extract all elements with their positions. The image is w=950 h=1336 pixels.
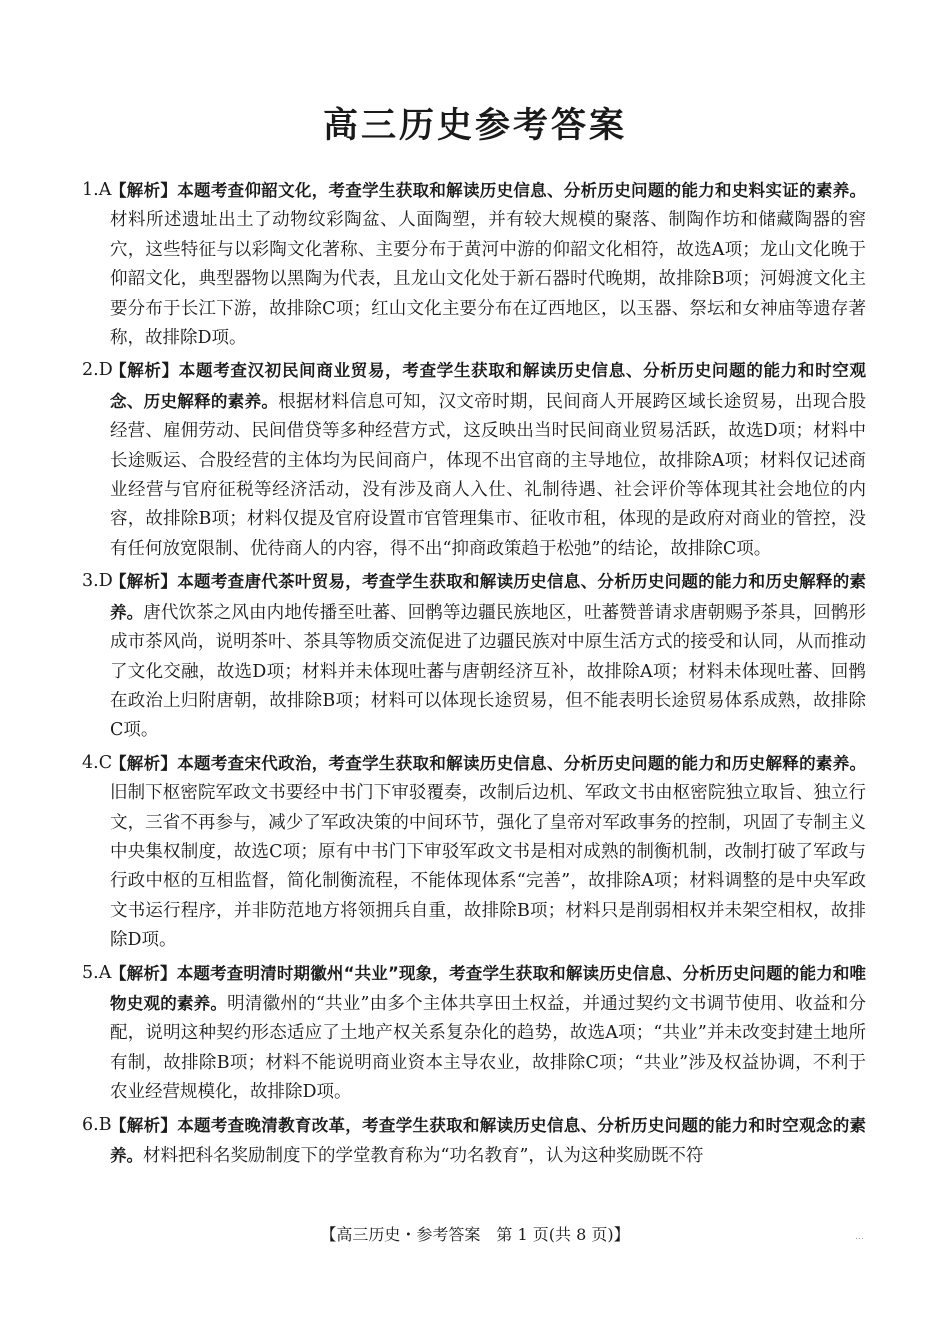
answer-number: 5.A — [82, 962, 112, 983]
analysis-tag: 【解析】 — [110, 361, 179, 381]
answer-body: 根据材料信息可知，汉文帝时期，民间商人开展跨区域长途贸易，出现合股经营、雇佣劳动、民间借贷等多种经营方式，这反映出当时民间商业贸易活跃，故选D项；材料中长途贩运、合股经营的主体均为民间商户，体现不出官商的主导地位，故排除A项；材料仅记述商业经营与官府征税等经济活动，没有涉及商人入仕、礼制待遇、社会评价等体现其社会地位的内容，故排除B项；材料仅提及官府设置市官管理集市、征收市租，体现的是政府对商业的管控，没有任何放宽限制、优待商人的内容，得不出“抑商政策趋于松弛”的结论，故排除C项。 — [110, 391, 867, 559]
answer-item-1 — [82, 176, 866, 353]
answer-lead: 本题考查汉初民间商业贸易，考查学生获取和解读历史信息、分析历史问题的能力和时空观念、历史解释的素养。 — [110, 361, 867, 411]
answer-item-5 — [82, 959, 866, 1108]
analysis-tag: 【解析】 — [110, 572, 178, 592]
answer-body: 材料所述遗址出土了动物纹彩陶盆、人面陶塑，并有较大规模的聚落、制陶作坊和储藏陶器的窖穴，这些特征与以彩陶文化著称、主要分布于黄河中游的仰韶文化相符，故选A项；龙山文化晚于仰韶文化，典型器物以黑陶为代表，且龙山文化处于新石器时代晚期，故排除B项；河姆渡文化主要分布于长江下游，故排除C项；红山文化主要分布在辽西地区，以玉器、祭坛和女神庙等遗存著称，故排除D项。 — [110, 210, 866, 349]
answer-number: 4.C — [82, 752, 113, 773]
answer-number: 3.D — [82, 571, 113, 592]
answer-body: 旧制下枢密院军政文书要经中书门下审驳覆奏，改制后边机、军政文书由枢密院独立取旨、独立行文，三省不再参与，减少了军政决策的中间环节，强化了皇帝对军政事务的控制，巩固了专制主义中央集权制度，故选C项；原有中书门下审驳军政文书是相对成熟的制衡机制，改制打破了军政与行政中枢的互相监督，简化制衡流程，不能体现体系“完善”，故排除A项；材料调整的是中央军政文书运行程序，并非防范地方将领拥兵自重，故排除B项；材料只是削弱相权并未架空相权，故排除D项。 — [110, 783, 866, 951]
page-footer: 【高三历史・参考答案 第 1 页(共 8 页)】 — [320, 1225, 630, 1244]
answer-list — [82, 176, 866, 1174]
answer-number: 6.B — [82, 1114, 112, 1135]
answer-lead: 本题考查晚清教育改革，考查学生获取和解读历史信息、分析历史问题的能力和时空观念的素养。 — [110, 1115, 867, 1165]
analysis-tag: 【解析】 — [110, 181, 178, 200]
answer-item-2 — [82, 356, 866, 564]
answer-number: 2.D — [82, 360, 113, 381]
answer-body: 材料把科名奖励制度下的学堂教育称为“功名教育”，认为这种奖励既不符 — [143, 1146, 704, 1166]
answer-body: 唐代饮茶之风由内地传播至吐蕃、回鹘等边疆民族地区，吐蕃赞普请求唐朝赐予茶具，回鹘形成市茶风尚，说明茶叶、茶具等物质交流促进了边疆民族对中原生活方式的接受和认同，从而推动了文化交融，故选D项；材料并未体现吐蕃与唐朝经济互补，故排除A项；材料未体现吐蕃、回鹘在政治上归附唐朝，故排除B项；材料可以体现长途贸易，但不能表明长途贸易体系成熟，故排除C项。 — [110, 602, 867, 741]
footer-mark: … — [855, 1232, 864, 1242]
answer-lead: 本题考查明清时期徽州“共业”现象，考查学生获取和解读历史信息、分析历史问题的能力和唯物史观的素养。 — [110, 963, 866, 1013]
page-title: 高三历史参考答案 — [322, 106, 627, 146]
analysis-tag: 【解析】 — [110, 753, 178, 773]
answer-item-4 — [82, 749, 866, 956]
answer-lead: 本题考查唐代茶叶贸易，考查学生获取和解读历史信息、分析历史问题的能力和历史解释的素养。 — [110, 572, 867, 622]
answer-number: 1.A — [82, 180, 112, 200]
answer-item-6 — [82, 1111, 866, 1172]
answer-lead: 本题考查宋代政治，考查学生获取和解读历史信息、分析历史问题的能力和历史解释的素养。 — [177, 753, 867, 773]
analysis-tag: 【解析】 — [110, 1115, 178, 1135]
answer-lead: 本题考查仰韶文化，考查学生获取和解读历史信息、分析历史问题的能力和史料实证的素养。 — [177, 181, 867, 200]
answer-item-3 — [82, 567, 866, 745]
analysis-tag: 【解析】 — [110, 963, 177, 983]
answer-body: 明清徽州的“共业”由多个主体共享田土权益，并通过契约文书调节使用、收益和分配，说明这种契约形态适应了土地产权关系复杂化的趋势，故选A项；“共业”并未改变封建土地所有制，故排除B项；材料不能说明商业资本主导农业，故排除C项；“共业”涉及权益协调，不利于农业经营规模化，故排除D项。 — [110, 993, 867, 1103]
